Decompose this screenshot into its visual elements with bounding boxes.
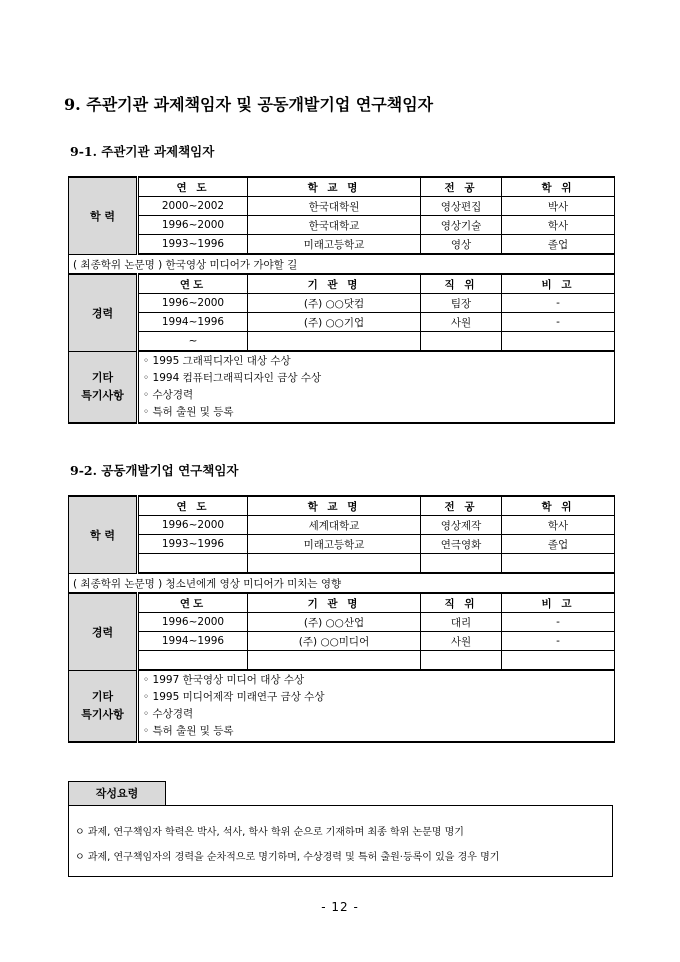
position-cell: 사원 (421, 632, 502, 651)
school-cell: 미래고등학교 (248, 235, 421, 255)
year-cell: 1993~1996 (138, 235, 248, 255)
header-cell: 비 고 (502, 274, 615, 294)
major-cell: 영상제작 (421, 516, 502, 535)
list-item: ◦ 1995 미디어제작 미래연구 금상 수상 (143, 691, 325, 703)
subsection-heading-9-1: 9-1. 주관기관 과제책임자 (70, 144, 215, 159)
table-row (69, 613, 615, 632)
degree-cell: 학사 (502, 216, 615, 235)
org-cell (248, 651, 421, 671)
year-cell: 1993~1996 (138, 535, 248, 554)
major-cell: 영상기술 (421, 216, 502, 235)
header-cell: 직 위 (421, 593, 502, 613)
list-item: ◦ 특허 출원 및 등록 (143, 406, 234, 418)
header-cell: 연도 (138, 593, 248, 613)
table-row (69, 535, 615, 554)
remark-cell: - (502, 313, 615, 332)
subsection-heading-9-2: 9-2. 공동개발기업 연구책임자 (70, 463, 239, 478)
table-row (69, 554, 615, 574)
major-cell (421, 554, 502, 574)
list-item: ◦ 1995 그래픽디자인 대상 수상 (143, 355, 291, 367)
remark-cell: - (502, 294, 615, 313)
remark-cell (502, 332, 615, 352)
guide-line: ㅇ 과제, 연구책임자 학력은 박사, 석사, 학사 학위 순으로 기재하며 최종 학위 논문명 명기 (75, 827, 464, 838)
header-cell: 전 공 (421, 177, 502, 197)
etc-side-label: 기타 특기사항 (69, 670, 138, 742)
degree-cell (502, 554, 615, 574)
edu-side-label: 학 력 (69, 496, 138, 573)
school-cell: 미래고등학교 (248, 535, 421, 554)
table-row (69, 235, 615, 255)
year-cell: 2000~2002 (138, 197, 248, 216)
table-row (69, 516, 615, 535)
header-cell: 학 위 (502, 496, 615, 516)
school-cell: 한국대학원 (248, 197, 421, 216)
header-cell: 기 관 명 (248, 274, 421, 294)
edu-side-label: 학 력 (69, 177, 138, 254)
org-cell: (주) ○○미디어 (248, 632, 421, 651)
table-row (69, 313, 615, 332)
thesis-title: ( 최종학위 논문명 ) 한국영상 미디어가 가야할 길 (69, 254, 615, 274)
table-row (69, 632, 615, 651)
major-cell: 영상편집 (421, 197, 502, 216)
position-cell (421, 651, 502, 671)
degree-cell: 졸업 (502, 535, 615, 554)
special-notes-list (138, 670, 615, 742)
header-cell: 연도 (138, 274, 248, 294)
table-row (69, 332, 615, 352)
school-cell: 한국대학교 (248, 216, 421, 235)
header-cell: 비 고 (502, 593, 615, 613)
table-row (69, 294, 615, 313)
remark-cell: - (502, 632, 615, 651)
header-cell: 학 교 명 (248, 496, 421, 516)
remark-cell (502, 651, 615, 671)
remark-cell: - (502, 613, 615, 632)
list-item: ◦ 1997 한국영상 미디어 대상 수상 (143, 674, 305, 686)
year-cell: 1996~2000 (138, 516, 248, 535)
year-cell: 1996~2000 (138, 216, 248, 235)
table-row (69, 216, 615, 235)
header-cell: 연 도 (138, 496, 248, 516)
position-cell: 팀장 (421, 294, 502, 313)
table-row (69, 197, 615, 216)
list-item: ◦ 수상경력 (143, 389, 194, 401)
header-cell: 직 위 (421, 274, 502, 294)
list-item: ◦ 1994 컴퓨터그래픽디자인 금상 수상 (143, 372, 322, 384)
writing-guide-label: 작성요령 (68, 781, 166, 806)
header-cell: 연 도 (138, 177, 248, 197)
section-title: 9. 주관기관 과제책임자 및 공동개발기업 연구책임자 (64, 95, 434, 114)
degree-cell: 학사 (502, 516, 615, 535)
school-cell: 세계대학교 (248, 516, 421, 535)
list-item: ◦ 특허 출원 및 등록 (143, 725, 234, 737)
org-cell: (주) ○○닷컴 (248, 294, 421, 313)
writing-guide-box (68, 805, 613, 877)
table-row (69, 651, 615, 671)
position-cell: 대리 (421, 613, 502, 632)
career-side-label: 경력 (69, 593, 138, 670)
header-cell: 전 공 (421, 496, 502, 516)
career-side-label: 경력 (69, 274, 138, 351)
org-cell (248, 332, 421, 352)
year-cell: 1994~1996 (138, 632, 248, 651)
major-cell: 영상 (421, 235, 502, 255)
header-cell: 학 교 명 (248, 177, 421, 197)
position-cell (421, 332, 502, 352)
researcher-table-9-1 (68, 176, 615, 424)
header-cell: 학 위 (502, 177, 615, 197)
header-cell: 기 관 명 (248, 593, 421, 613)
position-cell: 사원 (421, 313, 502, 332)
year-cell (138, 554, 248, 574)
org-cell: (주) ○○기업 (248, 313, 421, 332)
degree-cell: 박사 (502, 197, 615, 216)
thesis-title: ( 최종학위 논문명 ) 청소년에게 영상 미디어가 미치는 영향 (69, 573, 615, 593)
school-cell (248, 554, 421, 574)
page-number: - 12 - (321, 900, 359, 914)
org-cell: (주) ○○산업 (248, 613, 421, 632)
year-cell: 1996~2000 (138, 613, 248, 632)
year-cell: 1994~1996 (138, 313, 248, 332)
guide-line: ㅇ 과제, 연구책임자의 경력을 순차적으로 명기하며, 수상경력 및 특허 출원·등록이 있을 경우 명기 (75, 852, 500, 863)
list-item: ◦ 수상경력 (143, 708, 194, 720)
year-cell: ~ (138, 332, 248, 352)
special-notes-list (138, 351, 615, 423)
major-cell: 연극영화 (421, 535, 502, 554)
year-cell (138, 651, 248, 671)
researcher-table-9-2 (68, 495, 615, 743)
year-cell: 1996~2000 (138, 294, 248, 313)
etc-side-label: 기타 특기사항 (69, 351, 138, 423)
degree-cell: 졸업 (502, 235, 615, 255)
